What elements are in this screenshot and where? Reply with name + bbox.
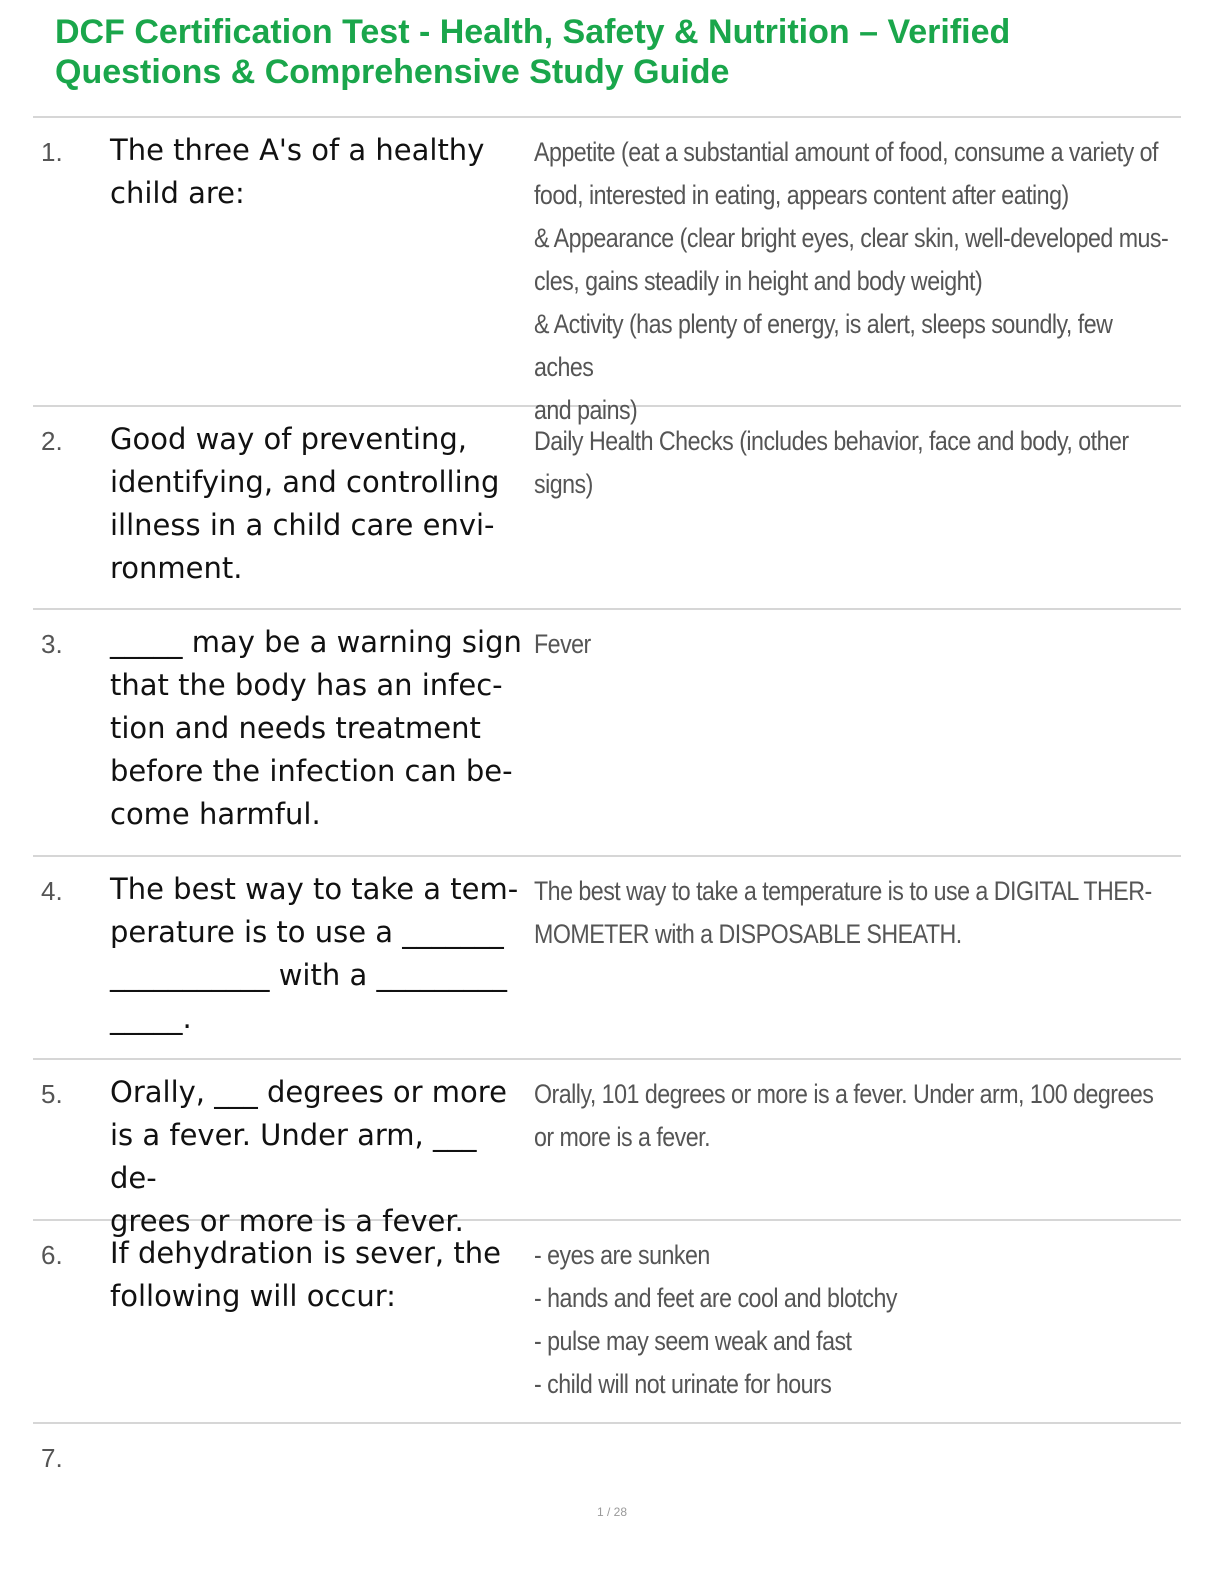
answer-text-body: - eyes are sunken - hands and feet are cool and blotchy - pulse may seem weak and fast - child will not urinate for hours [534,1240,898,1399]
qa-row-3 [33,610,1181,857]
qa-row-1 [33,118,1181,425]
answer-text [534,870,1152,956]
question-number: 6. [41,1240,63,1270]
document-title [55,12,1175,92]
title-line-2: Questions & Comprehensive Study Guide [55,53,730,91]
question-text: Orally, ___ degrees or more is a fever. Under arm, ___ de- grees or more is a fever. [110,1075,507,1238]
answer-text-body: Daily Health Checks (includes behavior, face and body, other signs) [534,426,1129,499]
answer-text [534,1073,1154,1159]
answer-text-body: The best way to take a temperature is to use a DIGITAL THER- MOMETER with a DISPOSABLE SHEATH. [534,876,1152,949]
qa-row-7 [33,1424,1181,1494]
question-text: The best way to take a tem- perature is to use a _______ ___________ with a _________ _____. [110,872,519,1035]
answer-text [534,420,1129,506]
question-text: Good way of preventing, identifying, and controlling illness in a child care envi- ronment. [110,422,500,585]
answer-text-body: Orally, 101 degrees or more is a fever. Under arm, 100 degrees or more is a fever. [534,1079,1154,1152]
page-indicator: 1 / 28 [596,1505,628,1519]
question-number: 4. [41,876,63,906]
answer-text-body: Fever [534,629,591,659]
question-text: The three A's of a healthy child are: [110,133,485,210]
question-text: _____ may be a warning sign that the body has an infec- tion and needs treatment before the infection can be- come harmful. [110,625,522,831]
question-number: 1. [41,137,63,167]
answer-text [534,1234,1084,1406]
question-number: 2. [41,426,63,456]
qa-row-4 [33,857,1181,1060]
answer-text-body: Appetite (eat a substantial amount of food, consume a variety of food, interested in eating, appears content after eating) & Appearance (clear bright eyes, clear skin, well-developed mus- cles, gains steadily in height and body weight) & Activity (has plenty of energy, is alert, sleeps soundly, few aches and pains) [534,137,1169,425]
question-number: 5. [41,1079,63,1109]
question-number: 3. [41,629,63,659]
question-text: If dehydration is sever, the following will occur: [110,1236,501,1313]
qa-row-2 [33,407,1181,610]
qa-row-5 [33,1060,1181,1238]
question-answer-list [33,118,1181,1494]
title-line-1: DCF Certification Test - Health, Safety & Nutrition – Verified [55,13,1011,51]
qa-row-6 [33,1221,1181,1424]
answer-text [534,131,1169,432]
question-number: 7. [41,1443,63,1473]
answer-text [534,623,1084,666]
